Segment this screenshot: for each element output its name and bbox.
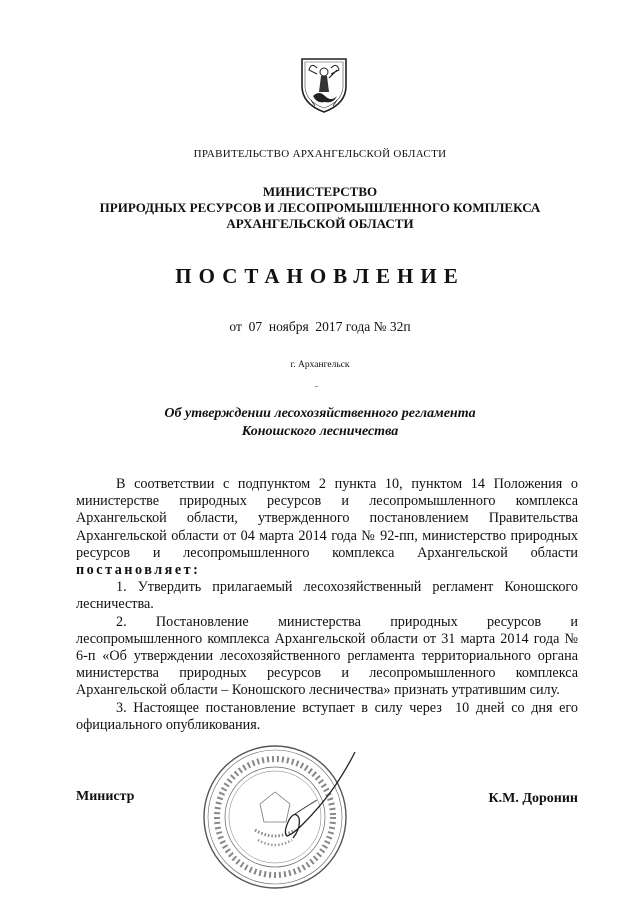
signatory-name: К.М. Доронин [488,791,578,806]
handwritten-signature [255,748,365,843]
document-city: г. Архангельск [290,360,350,370]
signatory-position: Министр [76,789,135,804]
ministry-header [0,184,640,232]
coat-of-arms-icon [299,56,349,114]
government-header: ПРАВИТЕЛЬСТВО АРХАНГЕЛЬСКОЙ ОБЛАСТИ [193,148,447,160]
ministry-line: АРХАНГЕЛЬСКОЙ ОБЛАСТИ [226,216,414,231]
item-paragraph: 1. Утвердить прилагаемый лесохозяйственный регламент Коношского лесничества. [76,579,578,613]
item-paragraph: 2. Постановление министерства природных ресурсов и лесопромышленного комплекса Архангельской области от 31 марта 2014 года № 6-п «Об утверждении лесохозяйственного регламента территориального органа министерства природных ресурсов и лесопромышленного комплекса Архангельской области – Коношского лесничества» признать утратившим силу. [76,613,578,699]
document-type: ПОСТАНОВЛЕНИЕ [175,264,465,288]
preamble-paragraph [76,476,578,579]
ministry-line: МИНИСТЕРСТВО [262,184,378,199]
preamble-text: В соответствии с подпунктом 2 пункта 10, пунктом 14 Положения о министерстве природных ресурсов и лесопромышленного комплекса Архангельской области, утвержденного постановлением Правительства Архангельской области от 04 марта 2014 года № 92-пп, министерство природных ресурсов и лесопромышленного комплекса Архангельской области [76,476,578,561]
divider-dot [315,386,318,387]
decree-word: постановляет: [76,562,201,579]
document-subject [0,405,640,441]
subject-line: Об утверждении лесохозяйственного регламента [164,406,476,421]
subject-line: Коношского лесничества [241,424,399,439]
document-body [76,476,582,734]
item-paragraph: 3. Настоящее постановление вступает в силу через 10 дней со дня его официального опубликования. [76,699,582,733]
ministry-line: ПРИРОДНЫХ РЕСУРСОВ И ЛЕСОПРОМЫШЛЕННОГО КОМПЛЕКСА [99,200,541,215]
document-date-number: от 07 ноября 2017 года № 32п [229,319,411,334]
